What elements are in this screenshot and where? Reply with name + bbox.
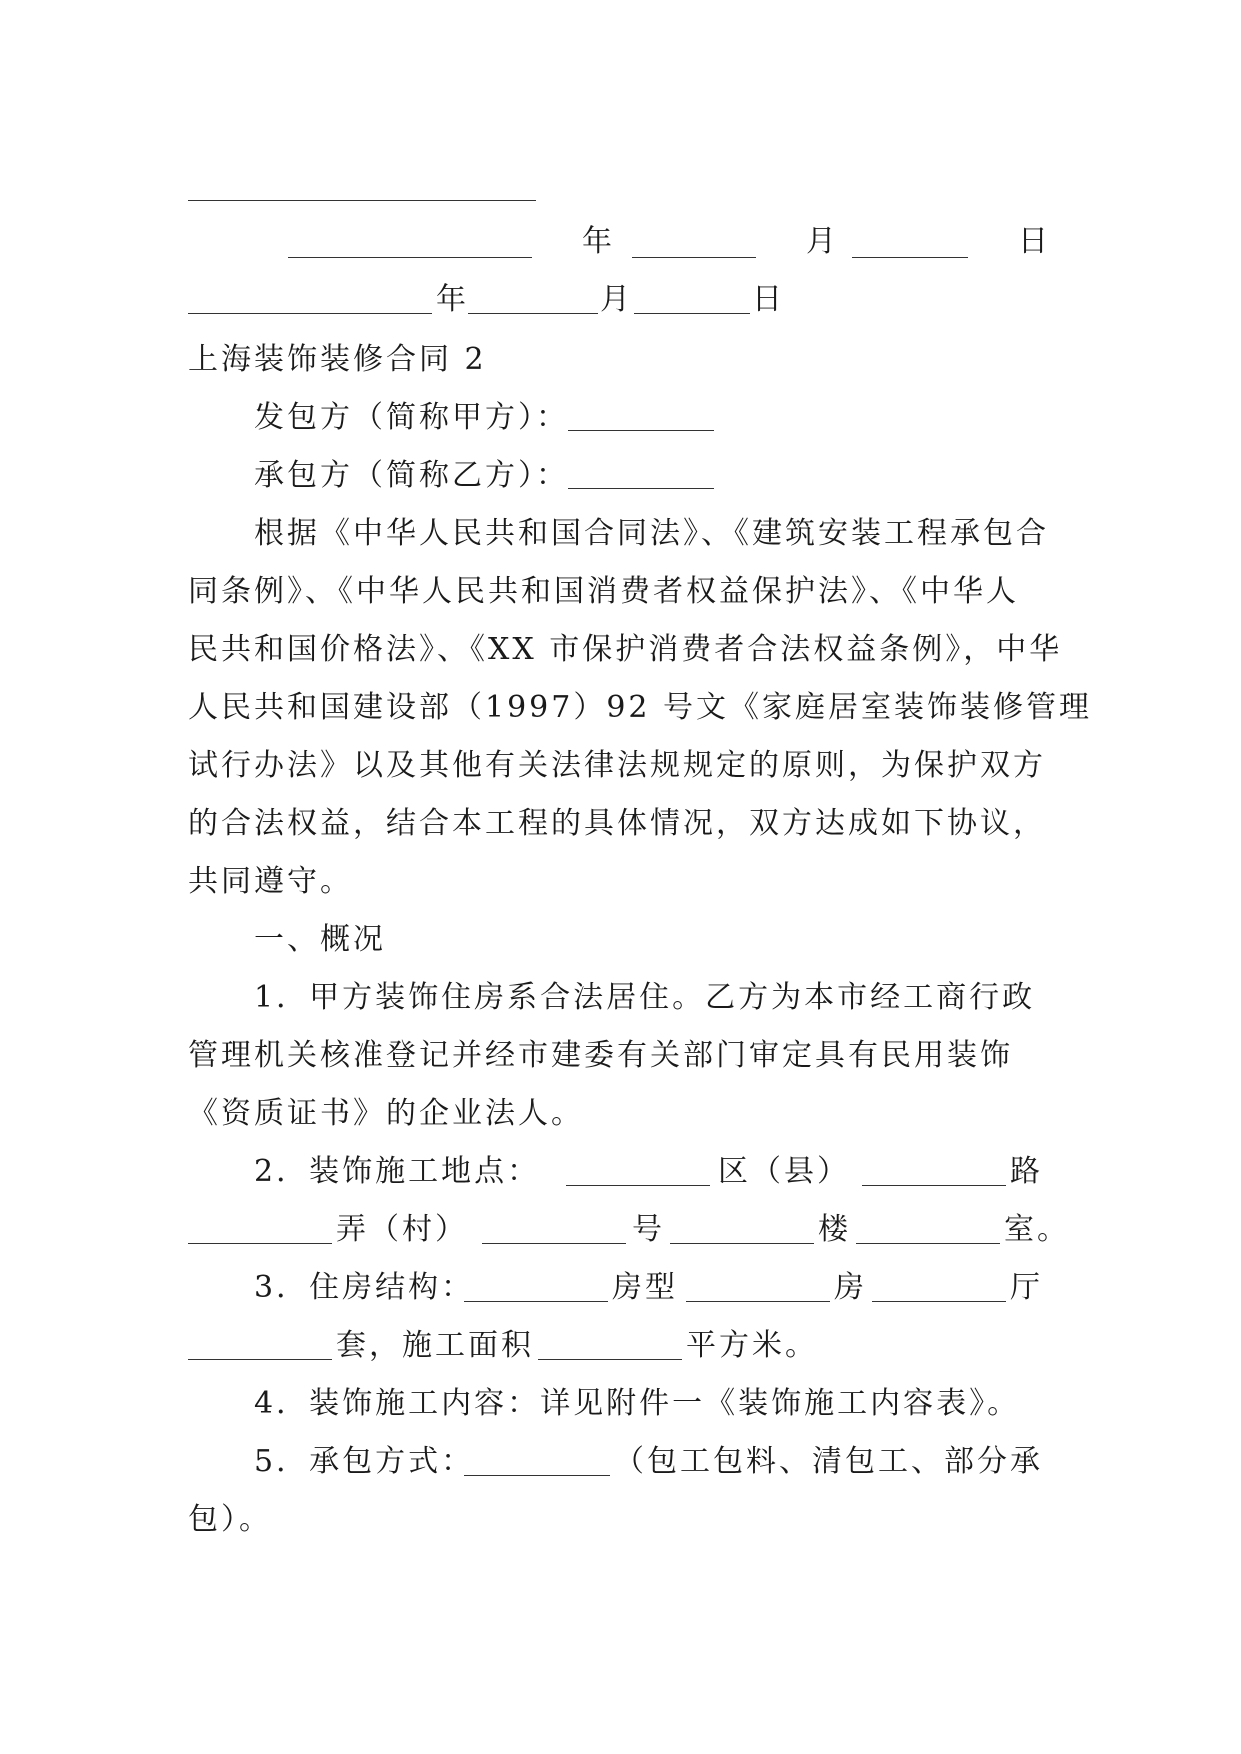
signature-line	[188, 200, 536, 201]
day-blank-1	[852, 257, 968, 258]
clause-5-label: 5．承包方式：	[254, 1444, 475, 1479]
clause-2-blank-5	[670, 1243, 814, 1244]
clause-2-label: 2．装饰施工地点：	[254, 1154, 541, 1189]
clause-3-blank-5	[538, 1359, 682, 1360]
clause-1-line-1: 1．甲方装饰住房系合法居住。乙方为本市经工商行政	[254, 980, 1036, 1015]
clause-2-lane: 弄（村）	[336, 1212, 468, 1247]
clause-3-blank-4	[188, 1359, 332, 1360]
clause-3-blank-1	[464, 1301, 608, 1302]
clause-3-blank-2	[686, 1301, 830, 1302]
section-heading: 一、概况	[254, 922, 386, 957]
month-blank-1	[632, 257, 756, 258]
day-label-2: 日	[752, 282, 785, 317]
preamble-line-6: 的合法权益，结合本工程的具体情况，双方达成如下协议，	[188, 806, 1046, 841]
clause-5-end: 包）。	[188, 1502, 272, 1537]
preamble-line-2: 同条例》、《中华人民共和国消费者权益保护法》、《中华人	[188, 574, 1019, 609]
clause-2-road: 路	[1010, 1154, 1043, 1189]
preamble-line-3: 民共和国价格法》、《XX 市保护消费者合法权益条例》，中华	[188, 632, 1063, 667]
clause-4: 4．装饰施工内容：详见附件一《装饰施工内容表》。	[254, 1386, 1021, 1421]
contract-title: 上海装饰装修合同 2	[188, 342, 487, 377]
clause-2-number: 号	[632, 1212, 665, 1247]
clause-3-blank-3	[872, 1301, 1006, 1302]
year-blank-2	[188, 313, 432, 314]
clause-2-blank-2	[862, 1185, 1006, 1186]
clause-3-hall: 厅	[1010, 1270, 1043, 1305]
preamble-line-1: 根据《中华人民共和国合同法》、《建筑安装工程承包合	[254, 516, 1049, 551]
clause-2-blank-3	[188, 1243, 332, 1244]
preamble-line-5: 试行办法》以及其他有关法律法规规定的原则，为保护双方	[188, 748, 1046, 783]
clause-5-options: （包工包料、清包工、部分承	[614, 1444, 1043, 1479]
party-b-label: 承包方（简称乙方）：	[254, 458, 569, 493]
clause-5-blank	[464, 1475, 610, 1476]
year-label-2: 年	[436, 282, 469, 317]
clause-3-type: 房型	[612, 1270, 678, 1305]
clause-2-room: 室。	[1004, 1212, 1070, 1247]
month-blank-2	[468, 313, 598, 314]
year-label-1: 年	[582, 224, 615, 259]
clause-1-line-3: 《资质证书》的企业法人。	[188, 1096, 584, 1131]
month-label-2: 月	[600, 282, 633, 317]
clause-2-blank-1	[566, 1185, 710, 1186]
preamble-line-7: 共同遵守。	[188, 864, 353, 899]
clause-2-building: 楼	[818, 1212, 851, 1247]
clause-3-set: 套，施工面积	[336, 1328, 534, 1363]
clause-2-blank-6	[856, 1243, 1000, 1244]
clause-1-line-2: 管理机关核准登记并经市建委有关部门审定具有民用装饰	[188, 1038, 1013, 1073]
clause-3-room: 房	[834, 1270, 867, 1305]
party-a-label: 发包方（简称甲方）：	[254, 400, 569, 435]
clause-2-blank-4	[482, 1243, 626, 1244]
month-label-1: 月	[806, 224, 839, 259]
party-a-blank	[568, 430, 714, 431]
day-blank-2	[634, 313, 750, 314]
party-b-blank	[568, 488, 714, 489]
clause-3-unit: 平方米。	[686, 1328, 818, 1363]
clause-3-label: 3．住房结构：	[254, 1270, 475, 1305]
clause-2-district: 区（县）	[718, 1154, 850, 1189]
day-label-1: 日	[1018, 224, 1051, 259]
year-blank-1	[288, 257, 532, 258]
preamble-line-4: 人民共和国建设部（1997）92 号文《家庭居室装饰装修管理	[188, 690, 1093, 725]
